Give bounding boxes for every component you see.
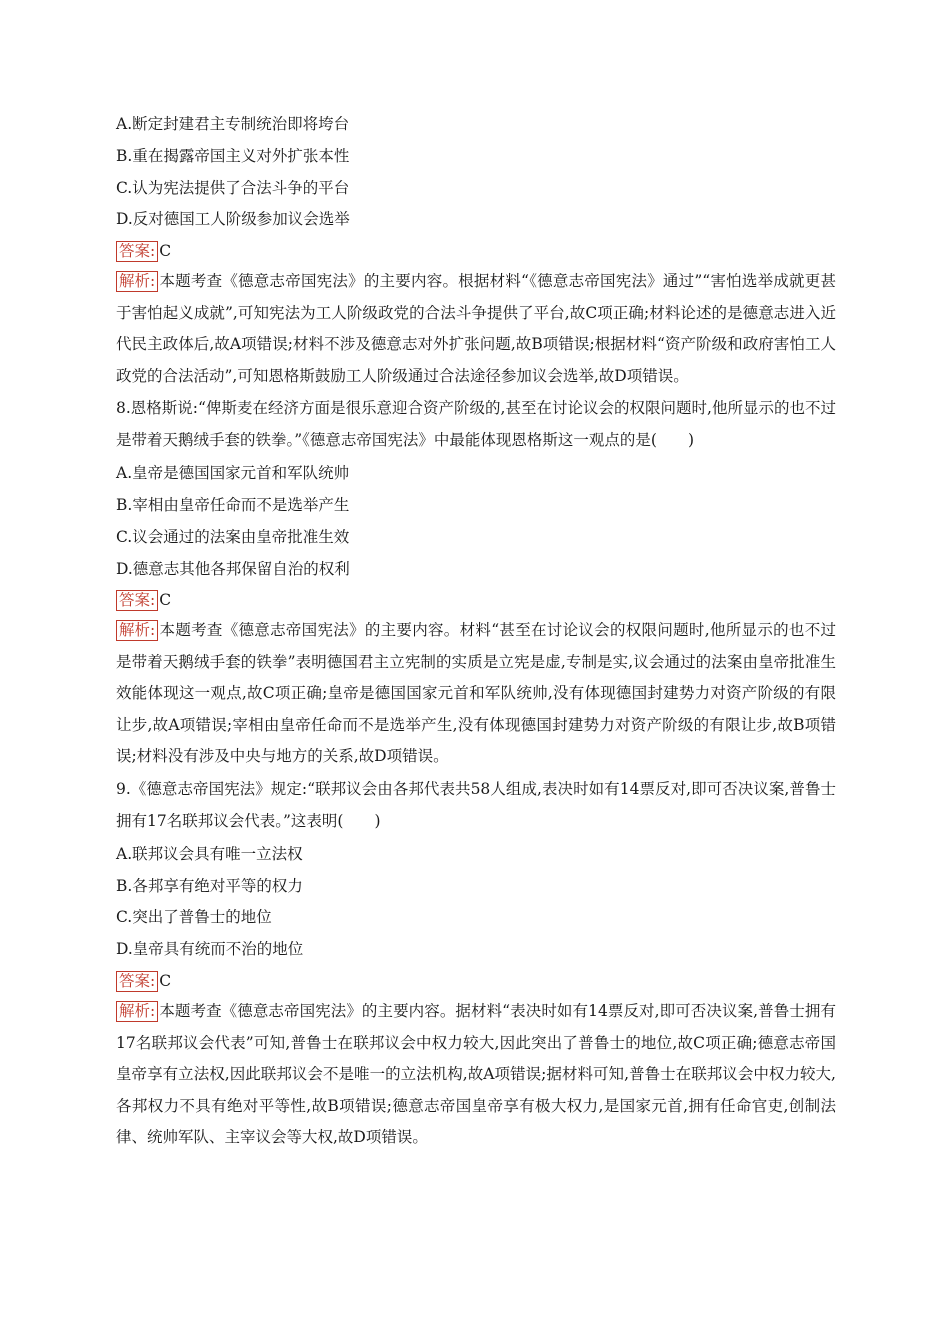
option-a: A.皇帝是德国国家元首和军队统帅 (116, 464, 350, 483)
analysis-text: 本题考查《德意志帝国宪法》的主要内容。材料“甚至在讨论议会的权限问题时,他所显示的也不过是带着天鹅绒手套的铁拳”表明德国君主立宪制的实质是立宪是虚,专制是实,议会通过的法案由皇帝批准生效能体现这一观点,故C项正确;皇帝是德国国家元首和军队统帅,没有体现德国封建势力对资产阶级的有限让步,故A项错误;宰相由皇帝任命而不是选举产生,没有体现德国封建势力对资产阶级的有限让步,故B项错误;材料没有涉及中央与地方的关系,故D项错误。 (116, 621, 836, 766)
option-a: A.联邦议会具有唯一立法权 (116, 844, 303, 863)
analysis-tag: 解析: (116, 271, 158, 292)
option-b: B.各邦享有绝对平等的权力 (116, 876, 303, 895)
answer-line (116, 970, 836, 992)
analysis-paragraph (116, 996, 836, 1154)
option-c: C.突出了普鲁士的地位 (116, 908, 272, 927)
option-c: C.认为宪法提供了合法斗争的平台 (116, 178, 350, 197)
analysis-tag: 解析: (116, 620, 158, 641)
analysis-paragraph (116, 615, 836, 773)
answer-line (116, 589, 836, 611)
question-8 (116, 392, 836, 773)
option-d: D.皇帝具有统而不治的地位 (116, 940, 304, 959)
question-stem: 8.恩格斯说:“俾斯麦在经济方面是很乐意迎合资产阶级的,甚至在讨论议会的权限问题时,他所显示的也不过是带着天鹅绒手套的铁拳。”《德意志帝国宪法》中最能体现恩格斯这一观点的是( ) (116, 399, 836, 450)
answer-tag: 答案: (116, 241, 158, 262)
question-stem: 9.《德意志帝国宪法》规定:“联邦议会由各邦代表共58人组成,表决时如有14票反对,即可否决议案,普鲁士拥有17名联邦议会代表。”这表明( ) (116, 779, 836, 830)
document-page (116, 113, 836, 1154)
question-7 (116, 113, 836, 392)
question-9 (116, 773, 836, 1154)
analysis-paragraph (116, 266, 836, 392)
answer-line (116, 240, 836, 262)
option-b: B.重在揭露帝国主义对外扩张本性 (116, 146, 350, 165)
option-d: D.反对德国工人阶级参加议会选举 (116, 210, 350, 229)
option-b: B.宰相由皇帝任命而不是选举产生 (116, 495, 350, 514)
analysis-text: 本题考查《德意志帝国宪法》的主要内容。根据材料“《德意志帝国宪法》通过”“害怕选举成就更甚于害怕起义成就”,可知宪法为工人阶级政党的合法斗争提供了平台,故C项正确;材料论述的是德意志进入近代民主政体后,故A项错误;材料不涉及德意志对外扩张问题,故B项错误;根据材料“资产阶级和政府害怕工人政党的合法活动”,可知恩格斯鼓励工人阶级通过合法途径参加议会选举,故D项错误。 (116, 272, 836, 385)
answer-value: C (159, 591, 172, 610)
analysis-tag: 解析: (116, 1001, 158, 1022)
answer-value: C (159, 972, 172, 991)
answer-tag: 答案: (116, 971, 158, 992)
option-d: D.德意志其他各邦保留自治的权利 (116, 559, 350, 578)
answer-value: C (159, 242, 172, 261)
analysis-text: 本题考查《德意志帝国宪法》的主要内容。据材料“表决时如有14票反对,即可否决议案,普鲁士拥有17名联邦议会代表”可知,普鲁士在联邦议会中权力较大,因此突出了普鲁士的地位,故C项正确;德意志帝国皇帝享有立法权,因此联邦议会不是唯一的立法机构,故A项错误;据材料可知,普鲁士在联邦议会中权力较大,各邦权力不具有绝对平等性,故B项错误;德意志帝国皇帝享有极大权力,是国家元首,拥有任命官吏,创制法律、统帅军队、主宰议会等大权,故D项错误。 (116, 1002, 836, 1147)
answer-tag: 答案: (116, 590, 158, 611)
option-a: A.断定封建君主专制统治即将垮台 (116, 115, 350, 133)
option-c: C.议会通过的法案由皇帝批准生效 (116, 527, 350, 546)
